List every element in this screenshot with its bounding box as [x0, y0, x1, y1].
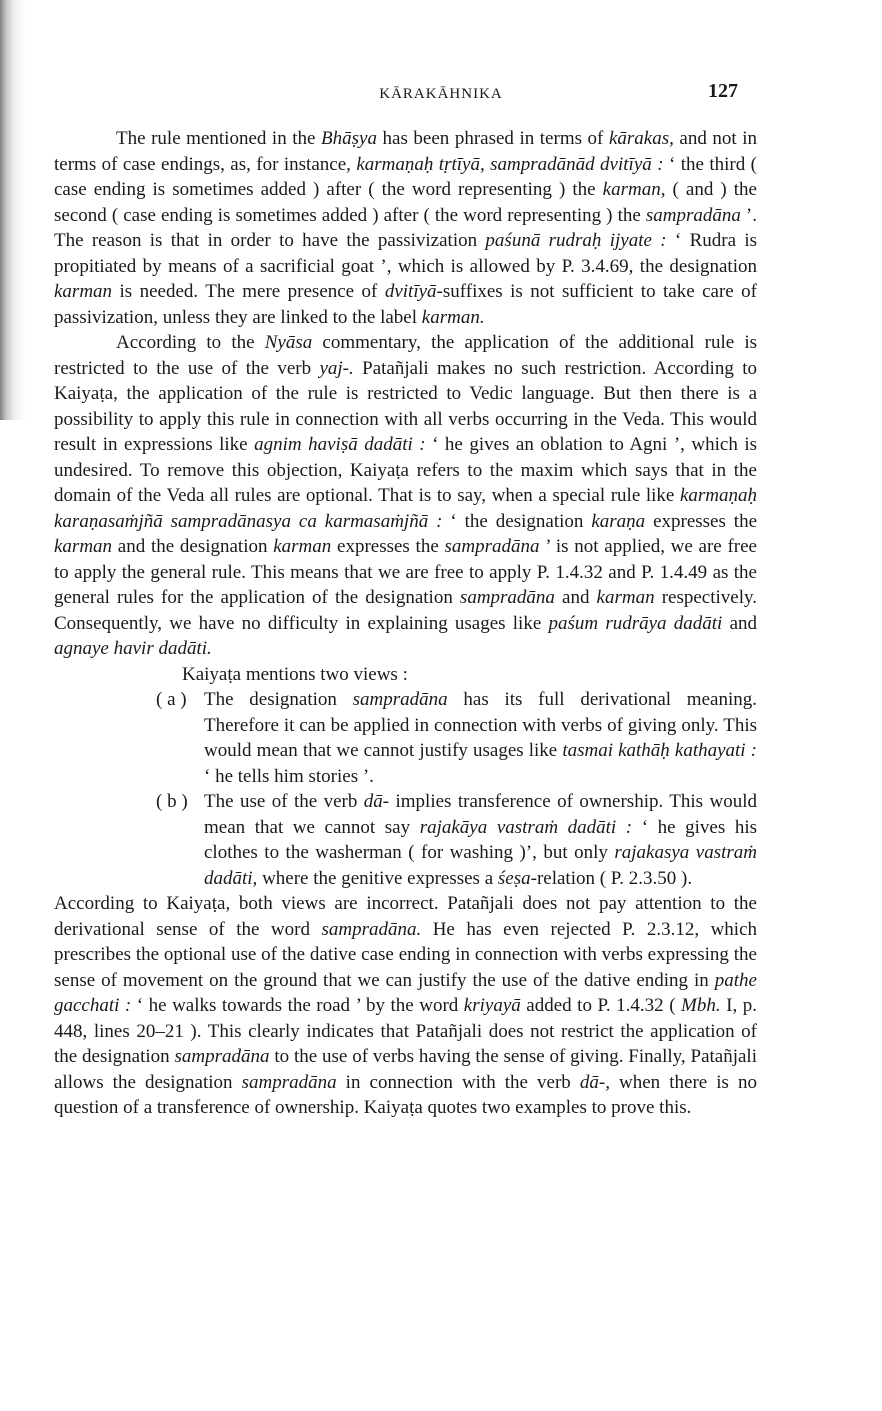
- view-item-a: [54, 687, 757, 789]
- text-run: implies transference of ownership. This would mean that we cannot say: [204, 791, 757, 838]
- text-run: has its full derivational meaning. Therefore it can be applied in connection with verbs of giving only. This would mean that we cannot justify usages like: [204, 689, 757, 761]
- text-run: ‘ he walks towards the road ’ by the word: [131, 995, 464, 1016]
- text-run: ‘ he gives an oblation to Agni ’, which is undesired. To remove this objection, Kaiyaṭa refers to the maxim which says that in the domain of the Veda all rules are optional. That is to say, when a special rule like: [54, 434, 757, 506]
- italic-term: tasmai kathāḥ kathayati :: [562, 740, 757, 761]
- italic-term: sampradāna: [645, 204, 741, 226]
- text-run: -relation ( P. 2.3.50 ).: [530, 867, 693, 889]
- italic-term: kārakas,: [608, 128, 674, 149]
- text-run: ‘ he gives his clothes to the washerman ( for washing )’, but only: [204, 816, 757, 863]
- italic-term: Mbh.: [681, 995, 721, 1016]
- view-text-a: [204, 687, 757, 789]
- text-run: and not in terms of case endings, as, for instance,: [54, 128, 757, 175]
- italic-term: kriyayā: [463, 995, 521, 1016]
- text-run: and the designation: [112, 536, 274, 557]
- italic-term: karman: [273, 536, 332, 557]
- italic-term: karman: [54, 536, 113, 557]
- text-run: ’ is not applied, we are free to apply the general rule. This means that we are free to apply P. 1.4.32 and P. 1.4.49 as the general rules for the application of the designation: [54, 536, 757, 608]
- text-run: to the use of verbs having the sense of giving. Finally, Patañjali allows the designation: [54, 1046, 757, 1093]
- italic-term: karman: [596, 587, 655, 608]
- text-run: commentary, the application of the additional rule is restricted to the use of the verb: [54, 332, 758, 379]
- text-run: expresses the: [645, 510, 758, 532]
- scan-edge-shadow: [0, 0, 26, 420]
- italic-term: agnim haviṣā dadāti :: [254, 434, 426, 455]
- italic-term: yaj-.: [319, 357, 354, 379]
- italic-term: sampradāna.: [321, 918, 422, 940]
- italic-term: agnaye havir dadāti.: [54, 638, 212, 659]
- text-run: Patañjali makes no such restriction. According to Kaiyaṭa, the application of the rule is restricted to Vedic language. But then there is a possibility to apply this rule in connection with all verbs occurring in the Veda. This would result in expressions like: [54, 357, 757, 455]
- text-run: ‘ the designation: [442, 510, 592, 532]
- text-run: in connection with the verb: [336, 1071, 580, 1093]
- text-run: ‘ he tells him stories ’.: [204, 765, 374, 787]
- view-label-b: ( b ): [156, 791, 188, 812]
- view-label-a: ( a ): [156, 689, 187, 710]
- italic-term: śeṣa: [497, 867, 531, 889]
- italic-term: dā-,: [579, 1071, 610, 1093]
- italic-term: karman: [54, 281, 113, 302]
- text-run: The designation: [204, 689, 353, 710]
- italic-term: sampradāna: [459, 587, 555, 608]
- text-run: ‘ Rudra is propitiated by means of a sacrificial goat ’, which is allowed by P. 3.4.69, the designation: [54, 230, 758, 277]
- italic-term: rajakāya vastraṁ dadāti :: [419, 816, 633, 838]
- text-run: ( and ) the second ( case ending is sometimes added ) after ( the word representing ) the: [54, 179, 757, 226]
- text-run: added to P. 1.4.32 (: [520, 995, 682, 1016]
- italic-term: sampradāna: [241, 1071, 337, 1093]
- italic-term: dā-: [363, 791, 390, 812]
- italic-term: karmaṇaḥ karaṇasaṁjñā sampradānasya ca karmasaṁjñā :: [54, 485, 757, 532]
- text-run: -suffixes is not sufficient to take care of passivization, unless they are linked to the label: [54, 281, 758, 328]
- text-run: According to the: [116, 332, 265, 353]
- italic-term: karman,: [602, 179, 666, 200]
- text-run: The rule mentioned in the: [116, 128, 322, 149]
- running-head: KĀRAKĀHNIKA: [379, 86, 503, 102]
- italic-term: karaṇa: [591, 510, 646, 532]
- italic-term: pathe gacchati :: [54, 969, 757, 1016]
- text-run: where the genitive expresses a: [257, 867, 498, 889]
- italic-term: Nyāsa: [264, 332, 313, 353]
- view-item-b: [54, 789, 757, 891]
- text-run: I, p. 448, lines 20–21 ). This clearly indicates that Patañjali does not restrict the application of the designation: [54, 995, 757, 1067]
- page-body: [54, 126, 757, 1121]
- view-text-b: [204, 789, 757, 891]
- page-number: 127: [708, 80, 738, 102]
- paragraph-1: [54, 126, 757, 330]
- views-intro: Kaiyaṭa mentions two views :: [182, 663, 408, 685]
- text-run: According to Kaiyaṭa, both views are incorrect. Patañjali does not pay attention to the derivational sense of the word: [54, 893, 757, 940]
- text-run: has been phrased in terms of: [376, 128, 609, 149]
- text-run: and: [722, 612, 757, 634]
- text-run: The use of the verb: [204, 791, 364, 812]
- italic-term: sampradāna: [174, 1046, 270, 1067]
- italic-term: rajakasya vastraṁ dadāti,: [204, 842, 757, 889]
- text-run: ‘ the third ( case ending is sometimes added ) after ( the word representing ) the: [54, 153, 757, 200]
- italic-term: karman.: [421, 306, 485, 328]
- italic-term: Bhāṣya: [321, 128, 377, 149]
- text-run: expresses the: [331, 536, 445, 557]
- text-run: ’. The reason is that in order to have the passivization: [54, 204, 757, 251]
- italic-term: paśunā rudraḥ ijyate :: [485, 230, 667, 251]
- italic-term: sampradāna: [444, 536, 540, 557]
- italic-term: paśum rudrāya dadāti: [548, 612, 723, 634]
- paragraph-2: [54, 330, 757, 662]
- text-run: is needed. The mere presence of: [112, 281, 385, 302]
- paragraph-final: [54, 891, 757, 1121]
- text-run: respectively. Consequently, we have no difficulty in explaining usages like: [54, 587, 757, 634]
- text-run: when there is no question of a transference of ownership. Kaiyaṭa quotes two examples to prove this.: [54, 1071, 757, 1118]
- text-run: and: [554, 587, 597, 608]
- italic-term: dvitīyā: [384, 281, 437, 302]
- italic-term: karmaṇaḥ tṛtīyā, sampradānād dvitīyā :: [356, 153, 664, 175]
- text-run: He has even rejected P. 2.3.12, which prescribes the optional use of the dative case ending in connection with verbs expressing the sense of movement on the ground that we can justify the use of the dative ending in: [54, 918, 758, 991]
- italic-term: sampradāna: [352, 689, 448, 710]
